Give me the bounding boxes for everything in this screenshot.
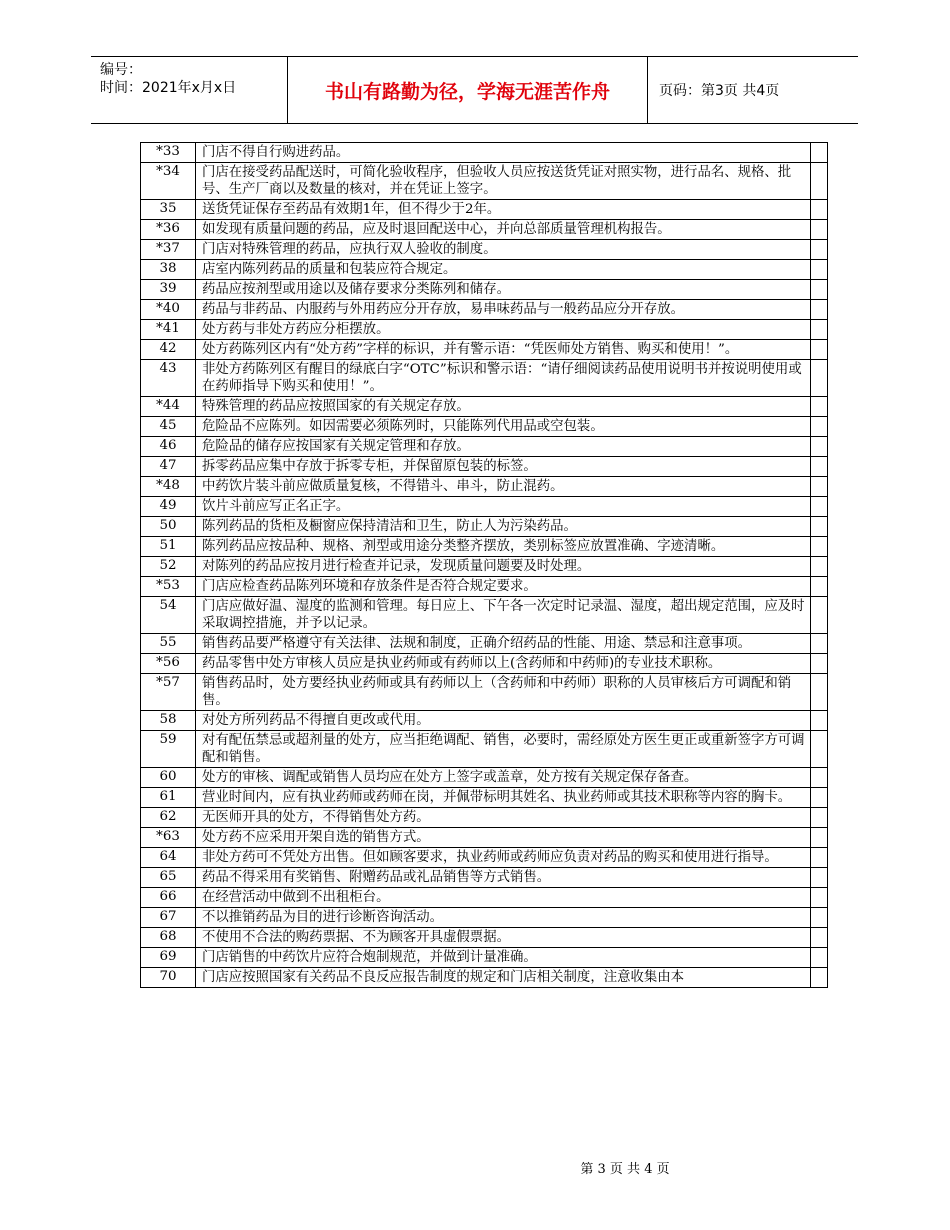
item-text: 药品应按剂型或用途以及储存要求分类陈列和储存。 xyxy=(196,280,811,300)
table-row xyxy=(141,537,828,557)
item-number: *63 xyxy=(141,828,196,848)
item-number: 69 xyxy=(141,948,196,968)
table-row xyxy=(141,417,828,437)
item-number: 50 xyxy=(141,517,196,537)
item-number: *40 xyxy=(141,300,196,320)
item-number: 45 xyxy=(141,417,196,437)
item-text: 危险品的储存应按国家有关规定管理和存放。 xyxy=(196,437,811,457)
item-text: 药品不得采用有奖销售、附赠药品或礼品销售等方式销售。 xyxy=(196,868,811,888)
time-label: 时间：2021年x月x日 xyxy=(100,80,237,96)
checklist-body xyxy=(141,143,828,988)
table-row xyxy=(141,634,828,654)
item-check-cell xyxy=(811,537,828,557)
item-number: *48 xyxy=(141,477,196,497)
item-text: 拆零药品应集中存放于拆零专柜，并保留原包装的标签。 xyxy=(196,457,811,477)
item-number: 42 xyxy=(141,340,196,360)
item-check-cell xyxy=(811,300,828,320)
item-number: 43 xyxy=(141,360,196,397)
table-row xyxy=(141,888,828,908)
table-row xyxy=(141,260,828,280)
item-number: 58 xyxy=(141,711,196,731)
table-row xyxy=(141,477,828,497)
table-row xyxy=(141,948,828,968)
item-number: 49 xyxy=(141,497,196,517)
item-number: 47 xyxy=(141,457,196,477)
item-text: 门店应按照国家有关药品不良反应报告制度的规定和门店相关制度，注意收集由本 xyxy=(196,968,811,988)
item-check-cell xyxy=(811,477,828,497)
item-check-cell xyxy=(811,340,828,360)
table-row xyxy=(141,497,828,517)
item-number: 61 xyxy=(141,788,196,808)
table-row xyxy=(141,577,828,597)
item-text: 非处方药陈列区有醒目的绿底白字“OTC”标识和警示语：“请仔细阅读药品使用说明书并按说明使用或在药师指导下购买和使用！”。 xyxy=(196,360,811,397)
item-check-cell xyxy=(811,731,828,768)
header-page-info: 页码：第3页 共4页 xyxy=(659,83,780,99)
item-number: 66 xyxy=(141,888,196,908)
table-row xyxy=(141,557,828,577)
item-number: 38 xyxy=(141,260,196,280)
page-header xyxy=(91,56,858,124)
item-number: 52 xyxy=(141,557,196,577)
item-check-cell xyxy=(811,848,828,868)
item-text: 处方的审核、调配或销售人员均应在处方上签字或盖章，处方按有关规定保存备查。 xyxy=(196,768,811,788)
table-row xyxy=(141,143,828,163)
item-number: 59 xyxy=(141,731,196,768)
item-check-cell xyxy=(811,457,828,477)
item-number: 68 xyxy=(141,928,196,948)
item-text: 对陈列的药品应按月进行检查并记录，发现质量问题要及时处理。 xyxy=(196,557,811,577)
item-text: 门店在接受药品配送时，可简化验收程序，但验收人员应按送货凭证对照实物，进行品名、规格、批号、生产厂商以及数量的核对，并在凭证上签字。 xyxy=(196,163,811,200)
page-footer: 第 3 页 共 4 页 xyxy=(580,1162,670,1177)
item-check-cell xyxy=(811,808,828,828)
item-check-cell xyxy=(811,908,828,928)
item-number: 46 xyxy=(141,437,196,457)
item-check-cell xyxy=(811,220,828,240)
table-row xyxy=(141,457,828,477)
item-text: 危险品不应陈列。如因需要必须陈列时，只能陈列代用品或空包装。 xyxy=(196,417,811,437)
item-check-cell xyxy=(811,163,828,200)
table-row xyxy=(141,868,828,888)
table-row xyxy=(141,240,828,260)
table-row xyxy=(141,768,828,788)
item-text: 陈列药品的货柜及橱窗应保持清洁和卫生，防止人为污染药品。 xyxy=(196,517,811,537)
item-check-cell xyxy=(811,828,828,848)
item-check-cell xyxy=(811,260,828,280)
checklist-table xyxy=(140,142,828,988)
item-text: 门店不得自行购进药品。 xyxy=(196,143,811,163)
item-text: 对处方所列药品不得擅自更改或代用。 xyxy=(196,711,811,731)
item-text: 药品零售中处方审核人员应是执业药师或有药师以上(含药师和中药师)的专业技术职称。 xyxy=(196,654,811,674)
item-check-cell xyxy=(811,711,828,731)
item-check-cell xyxy=(811,417,828,437)
item-text: 不使用不合法的购药票据、不为顾客开具虚假票据。 xyxy=(196,928,811,948)
item-text: 不以推销药品为目的进行诊断咨询活动。 xyxy=(196,908,811,928)
item-text: 中药饮片装斗前应做质量复核，不得错斗、串斗，防止混药。 xyxy=(196,477,811,497)
item-check-cell xyxy=(811,240,828,260)
table-row xyxy=(141,200,828,220)
table-row xyxy=(141,788,828,808)
item-text: 特殊管理的药品应按照国家的有关规定存放。 xyxy=(196,397,811,417)
table-row xyxy=(141,597,828,634)
table-row xyxy=(141,280,828,300)
item-text: 对有配伍禁忌或超剂量的处方，应当拒绝调配、销售，必要时，需经原处方医生更正或重新签字方可调配和销售。 xyxy=(196,731,811,768)
table-row xyxy=(141,808,828,828)
table-row xyxy=(141,517,828,537)
item-text: 处方药与非处方药应分柜摆放。 xyxy=(196,320,811,340)
item-number: 39 xyxy=(141,280,196,300)
item-text: 销售药品时，处方要经执业药师或具有药师以上（含药师和中药师）职称的人员审核后方可调配和销售。 xyxy=(196,674,811,711)
item-number: 54 xyxy=(141,597,196,634)
item-check-cell xyxy=(811,557,828,577)
item-check-cell xyxy=(811,437,828,457)
item-check-cell xyxy=(811,597,828,634)
item-text: 送货凭证保存至药品有效期1年，但不得少于2年。 xyxy=(196,200,811,220)
header-motto: 书山有路勤为径，学海无涯苦作舟 xyxy=(287,57,648,123)
item-number: 62 xyxy=(141,808,196,828)
item-text: 店室内陈列药品的质量和包装应符合规定。 xyxy=(196,260,811,280)
item-check-cell xyxy=(811,360,828,397)
item-check-cell xyxy=(811,280,828,300)
item-text: 无医师开具的处方，不得销售处方药。 xyxy=(196,808,811,828)
table-row xyxy=(141,340,828,360)
item-number: *44 xyxy=(141,397,196,417)
item-text: 处方药陈列区内有“处方药”字样的标识，并有警示语：“凭医师处方销售、购买和使用！”。 xyxy=(196,340,811,360)
table-row xyxy=(141,968,828,988)
header-meta xyxy=(91,57,287,123)
item-check-cell xyxy=(811,928,828,948)
item-check-cell xyxy=(811,634,828,654)
item-number: 51 xyxy=(141,537,196,557)
item-check-cell xyxy=(811,888,828,908)
item-text: 非处方药可不凭处方出售。但如顾客要求，执业药师或药师应负责对药品的购买和使用进行指导。 xyxy=(196,848,811,868)
table-row xyxy=(141,437,828,457)
item-number: 64 xyxy=(141,848,196,868)
item-number: 55 xyxy=(141,634,196,654)
item-check-cell xyxy=(811,968,828,988)
item-text: 门店应做好温、湿度的监测和管理。每日应上、下午各一次定时记录温、湿度，超出规定范围，应及时采取调控措施，并予以记录。 xyxy=(196,597,811,634)
item-check-cell xyxy=(811,497,828,517)
table-row xyxy=(141,928,828,948)
item-check-cell xyxy=(811,674,828,711)
item-text: 在经营活动中做到不出租柜台。 xyxy=(196,888,811,908)
item-check-cell xyxy=(811,200,828,220)
item-text: 门店应检查药品陈列环境和存放条件是否符合规定要求。 xyxy=(196,577,811,597)
item-number: *57 xyxy=(141,674,196,711)
table-row xyxy=(141,300,828,320)
item-text: 营业时间内，应有执业药师或药师在岗，并佩带标明其姓名、执业药师或其技术职称等内容的胸卡。 xyxy=(196,788,811,808)
item-number: *56 xyxy=(141,654,196,674)
item-number: *41 xyxy=(141,320,196,340)
item-check-cell xyxy=(811,654,828,674)
item-text: 饮片斗前应写正名正字。 xyxy=(196,497,811,517)
item-check-cell xyxy=(811,397,828,417)
item-number: *53 xyxy=(141,577,196,597)
item-text: 如发现有质量问题的药品，应及时退回配送中心，并向总部质量管理机构报告。 xyxy=(196,220,811,240)
item-text: 处方药不应采用开架自选的销售方式。 xyxy=(196,828,811,848)
item-text: 药品与非药品、内服药与外用药应分开存放，易串味药品与一般药品应分开存放。 xyxy=(196,300,811,320)
item-number: *36 xyxy=(141,220,196,240)
item-check-cell xyxy=(811,868,828,888)
item-check-cell xyxy=(811,143,828,163)
number-label: 编号： xyxy=(100,62,142,78)
table-row xyxy=(141,320,828,340)
table-row xyxy=(141,711,828,731)
item-check-cell xyxy=(811,948,828,968)
table-row xyxy=(141,731,828,768)
item-number: *37 xyxy=(141,240,196,260)
item-number: 67 xyxy=(141,908,196,928)
item-text: 销售药品要严格遵守有关法律、法规和制度，正确介绍药品的性能、用途、禁忌和注意事项。 xyxy=(196,634,811,654)
item-text: 门店销售的中药饮片应符合炮制规范，并做到计量准确。 xyxy=(196,948,811,968)
item-check-cell xyxy=(811,577,828,597)
item-check-cell xyxy=(811,768,828,788)
item-number: 60 xyxy=(141,768,196,788)
item-number: *34 xyxy=(141,163,196,200)
table-row xyxy=(141,848,828,868)
item-text: 陈列药品应按品种、规格、剂型或用途分类整齐摆放，类别标签应放置准确、字迹清晰。 xyxy=(196,537,811,557)
table-row xyxy=(141,220,828,240)
table-row xyxy=(141,163,828,200)
item-text: 门店对特殊管理的药品，应执行双人验收的制度。 xyxy=(196,240,811,260)
table-row xyxy=(141,654,828,674)
item-check-cell xyxy=(811,320,828,340)
table-row xyxy=(141,828,828,848)
item-number: 35 xyxy=(141,200,196,220)
item-number: 65 xyxy=(141,868,196,888)
table-row xyxy=(141,397,828,417)
item-check-cell xyxy=(811,788,828,808)
table-row xyxy=(141,360,828,397)
item-number: 70 xyxy=(141,968,196,988)
item-number: *33 xyxy=(141,143,196,163)
item-check-cell xyxy=(811,517,828,537)
table-row xyxy=(141,908,828,928)
table-row xyxy=(141,674,828,711)
